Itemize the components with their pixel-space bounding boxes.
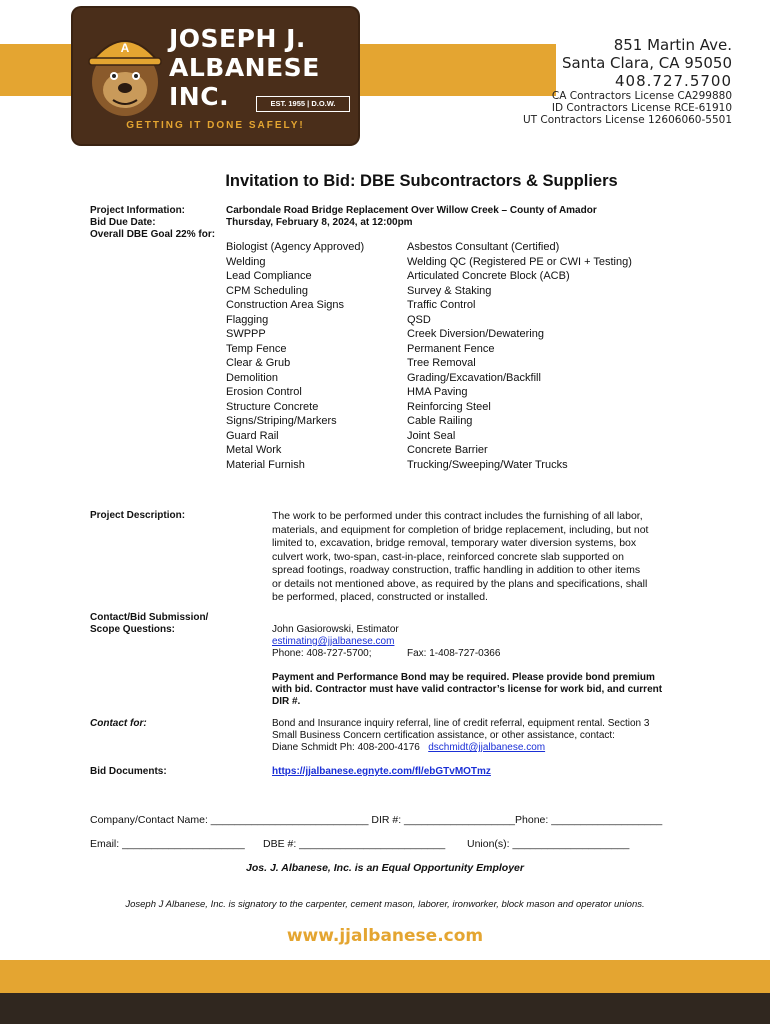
license-ca: CA Contractors License CA299880 <box>551 90 732 102</box>
union-signatory-statement: Joseph J Albanese, Inc. is signatory to the carpenter, cement mason, laborer, ironworker, block mason and operator unions. <box>125 899 645 910</box>
logo-name-line2: ALBANESE <box>169 53 320 82</box>
contact-label-line1: Contact/Bid Submission/ <box>90 612 209 623</box>
list-item: Clear & Grub <box>226 357 291 369</box>
page-title: Invitation to Bid: DBE Subcontractors & Suppliers <box>225 172 618 190</box>
description-line: culvert work, two-span, cast-in-place, reinforced concrete slab supported on <box>272 550 624 563</box>
list-item: Biologist (Agency Approved) <box>226 241 365 253</box>
list-item: Construction Area Signs <box>226 299 345 311</box>
email-field[interactable]: Email: _____________________ <box>90 838 245 850</box>
contact-fax: Fax: 1-408-727-0366 <box>407 648 501 659</box>
list-item: Trucking/Sweeping/Water Trucks <box>407 458 568 471</box>
list-item: Creek Diversion/Dewatering <box>407 328 544 340</box>
list-item: Signs/Striping/Markers <box>226 415 337 427</box>
footer-gold-band <box>0 960 770 993</box>
bid-documents-link[interactable]: https://jjalbanese.egnyte.com/fl/ebGTvMOTmz <box>272 766 491 777</box>
logo-name-line1: JOSEPH J. <box>169 24 306 53</box>
address-street: 851 Martin Ave. <box>613 36 732 54</box>
list-item: Joint Seal <box>407 429 456 442</box>
description-line: spread footings, roadway construction, traffic handling in addition to other items <box>272 564 641 576</box>
list-item: Reinforcing Steel <box>407 400 491 413</box>
equal-opportunity-statement: Jos. J. Albanese, Inc. is an Equal Opportunity Employer <box>246 862 524 874</box>
list-item: Demolition <box>226 371 278 384</box>
license-id: ID Contractors License RCE-61910 <box>551 102 732 114</box>
list-item: Erosion Control <box>226 386 302 398</box>
contact-for-line1: Bond and Insurance inquiry referral, line of credit referral, equipment rental. Section 3 <box>272 718 650 729</box>
logo-name-line3: INC. <box>169 82 230 111</box>
project-description-label: Project Description: <box>90 510 186 521</box>
company-logo <box>73 8 358 144</box>
description-line: be performed, placed, constructed or installed. <box>272 591 488 603</box>
list-item: Asbestos Consultant (Certified) <box>407 241 560 253</box>
project-info-label: Project Information: <box>90 205 186 216</box>
description-line: limited to, excavation, bridge removal, temporary water diversion systems, box <box>272 537 637 549</box>
list-item: Guard Rail <box>226 429 279 442</box>
svg-text:A: A <box>120 41 130 55</box>
list-item: Tree Removal <box>407 357 476 369</box>
license-ut: UT Contractors License 12606060-5501 <box>522 114 732 126</box>
list-item: Cable Railing <box>407 415 473 427</box>
bond-notice-line2: with bid. Contractor must have valid contractor’s license for work bid, and current <box>272 684 663 695</box>
bulldog-mascot-icon <box>85 20 165 120</box>
list-item: QSD <box>407 313 431 326</box>
list-item: Structure Concrete <box>226 400 319 413</box>
list-item: Grading/Excavation/Backfill <box>407 371 541 384</box>
list-item: Lead Compliance <box>226 270 312 282</box>
list-item: HMA Paving <box>407 386 468 398</box>
list-item: CPM Scheduling <box>226 284 308 297</box>
logo-established: EST. 1955 | D.O.W. <box>256 96 350 112</box>
contact-phone: Phone: 408-727-5700; <box>272 648 372 659</box>
contact-for-line3 <box>272 742 545 754</box>
logo-tagline: GETTING IT DONE SAFELY! <box>126 120 305 131</box>
contact-for-line2: Small Business Concern certification assistance, or other assistance, contact: <box>272 730 615 741</box>
dbe-number-field[interactable]: DBE #: _________________________ <box>263 838 446 850</box>
contact-name: John Gasiorowski, Estimator <box>272 624 399 635</box>
description-line: The work to be performed under this contract includes the furnishing of all labor, <box>272 510 643 522</box>
list-item: Survey & Staking <box>407 284 492 297</box>
website-link[interactable]: www.jjalbanese.com <box>286 926 484 946</box>
bond-notice-line3: DIR #. <box>272 696 301 707</box>
list-item: SWPPP <box>226 328 266 340</box>
bid-due-date: Thursday, February 8, 2024, at 12:00pm <box>226 217 413 228</box>
scope-list-right <box>407 240 632 472</box>
list-item: Temp Fence <box>226 342 287 355</box>
address-city: Santa Clara, CA 95050 <box>561 54 732 72</box>
dbe-goal-label: Overall DBE Goal 22% for: <box>90 229 216 240</box>
description-line: materials, and equipment for completion of bridge replacement, including, but not <box>272 523 649 536</box>
contact-email-link[interactable]: estimating@jjalbanese.com <box>272 636 395 647</box>
bond-notice-line1: Payment and Performance Bond may be required. Please provide bond premium <box>272 672 655 683</box>
contact-label-line2: Scope Questions: <box>90 624 176 635</box>
list-item: Permanent Fence <box>407 342 495 355</box>
diane-schmidt-email-link[interactable]: dschmidt@jjalbanese.com <box>428 742 546 753</box>
bid-documents-label: Bid Documents: <box>90 766 167 777</box>
company-phone: 408.727.5700 <box>615 72 732 90</box>
list-item: Traffic Control <box>407 299 476 311</box>
list-item: Flagging <box>226 313 269 326</box>
company-contact-field[interactable]: Company/Contact Name: ___________________________ DIR #: ___________________Phone: ___________________ <box>90 814 663 826</box>
project-name: Carbondale Road Bridge Replacement Over Willow Creek – County of Amador <box>226 205 597 216</box>
list-item: Metal Work <box>226 444 282 456</box>
list-item: Articulated Concrete Block (ACB) <box>407 270 570 282</box>
description-line: or details not mentioned above, as required by the plans and specifications, shall <box>272 577 648 590</box>
diane-schmidt-phone: Diane Schmidt Ph: 408-200-4176 <box>272 742 420 753</box>
list-item: Material Furnish <box>226 458 305 471</box>
list-item: Concrete Barrier <box>407 444 488 456</box>
union-field[interactable]: Union(s): ____________________ <box>467 838 630 850</box>
contact-for-label: Contact for: <box>90 718 147 729</box>
project-description <box>272 510 682 605</box>
list-item: Welding QC (Registered PE or CWI + Testing) <box>407 255 632 268</box>
list-item: Welding <box>226 255 266 268</box>
scope-list-left <box>226 240 364 472</box>
footer-dark-band <box>0 993 770 1024</box>
bid-due-label: Bid Due Date: <box>90 217 156 228</box>
